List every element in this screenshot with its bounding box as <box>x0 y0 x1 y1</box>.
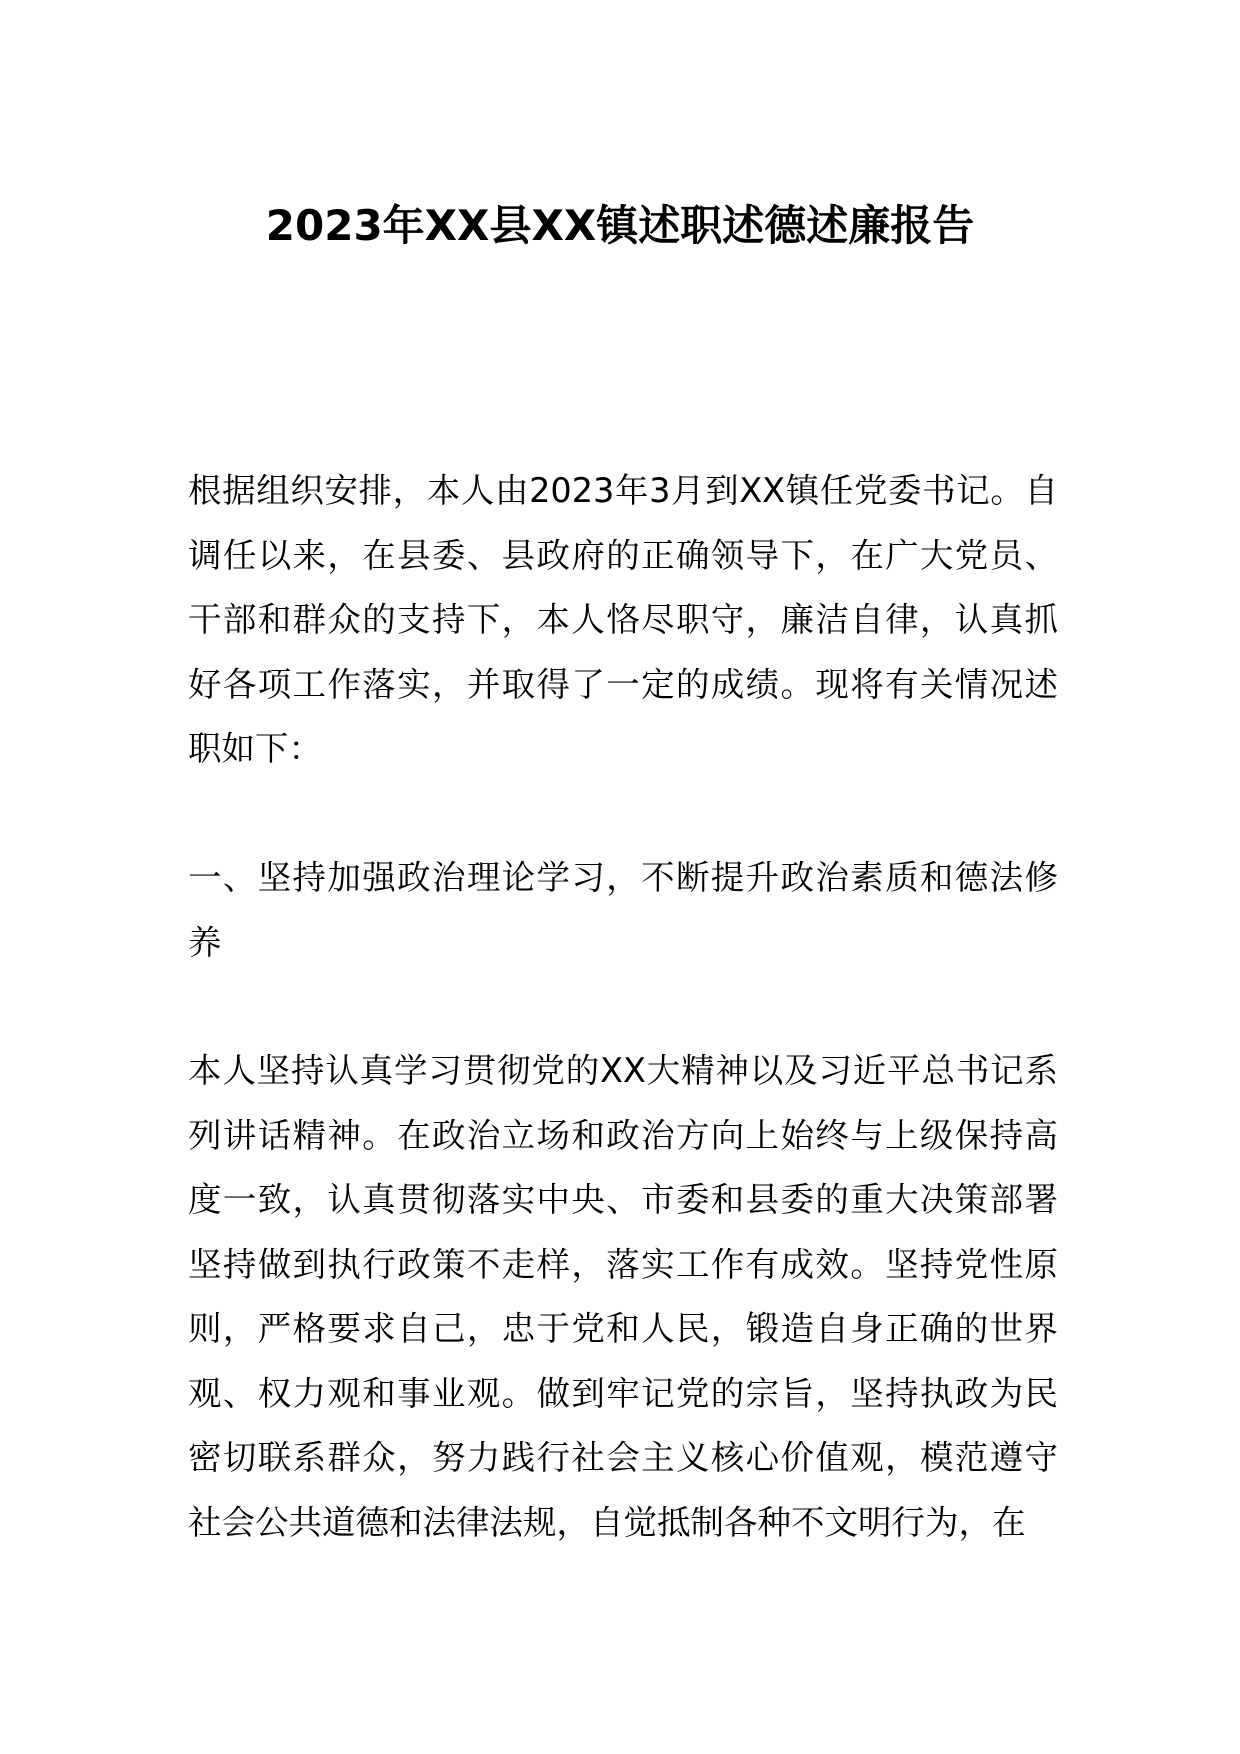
intro-paragraph: 根据组织安排，本人由2023年3月到XX镇任党委书记。自调任以来，在县委、县政府的正确领导下，在广大党员、干部和群众的支持下，本人恪尽职守，廉洁自律，认真抓好各项工作落实，并取得了一定的成绩。现将有关情况述职如下： <box>188 471 1058 768</box>
section-body-paragraph: 本人坚持认真学习贯彻党的XX大精神以及习近平总书记系列讲话精神。在政治立场和政治方向上始终与上级保持高度一致，认真贯彻落实中央、市委和县委的重大决策部署坚持做到执行政策不走样，落实工作有成效。坚持党性原则，严格要求自己，忠于党和人民，锻造自身正确的世界观、权力观和事业观。做到牢记党的宗旨，坚持执政为民密切联系群众，努力践行社会主义核心价值观，模范遵守社会公共道德和法律法规，自觉抵制各种不文明行为，在 <box>188 1051 1058 1542</box>
section-heading: 一、坚持加强政治理论学习，不断提升政治素质和德法修养 <box>188 858 1058 962</box>
document-title: 2023年XX县XX镇述职述德述廉报告 <box>265 201 975 250</box>
